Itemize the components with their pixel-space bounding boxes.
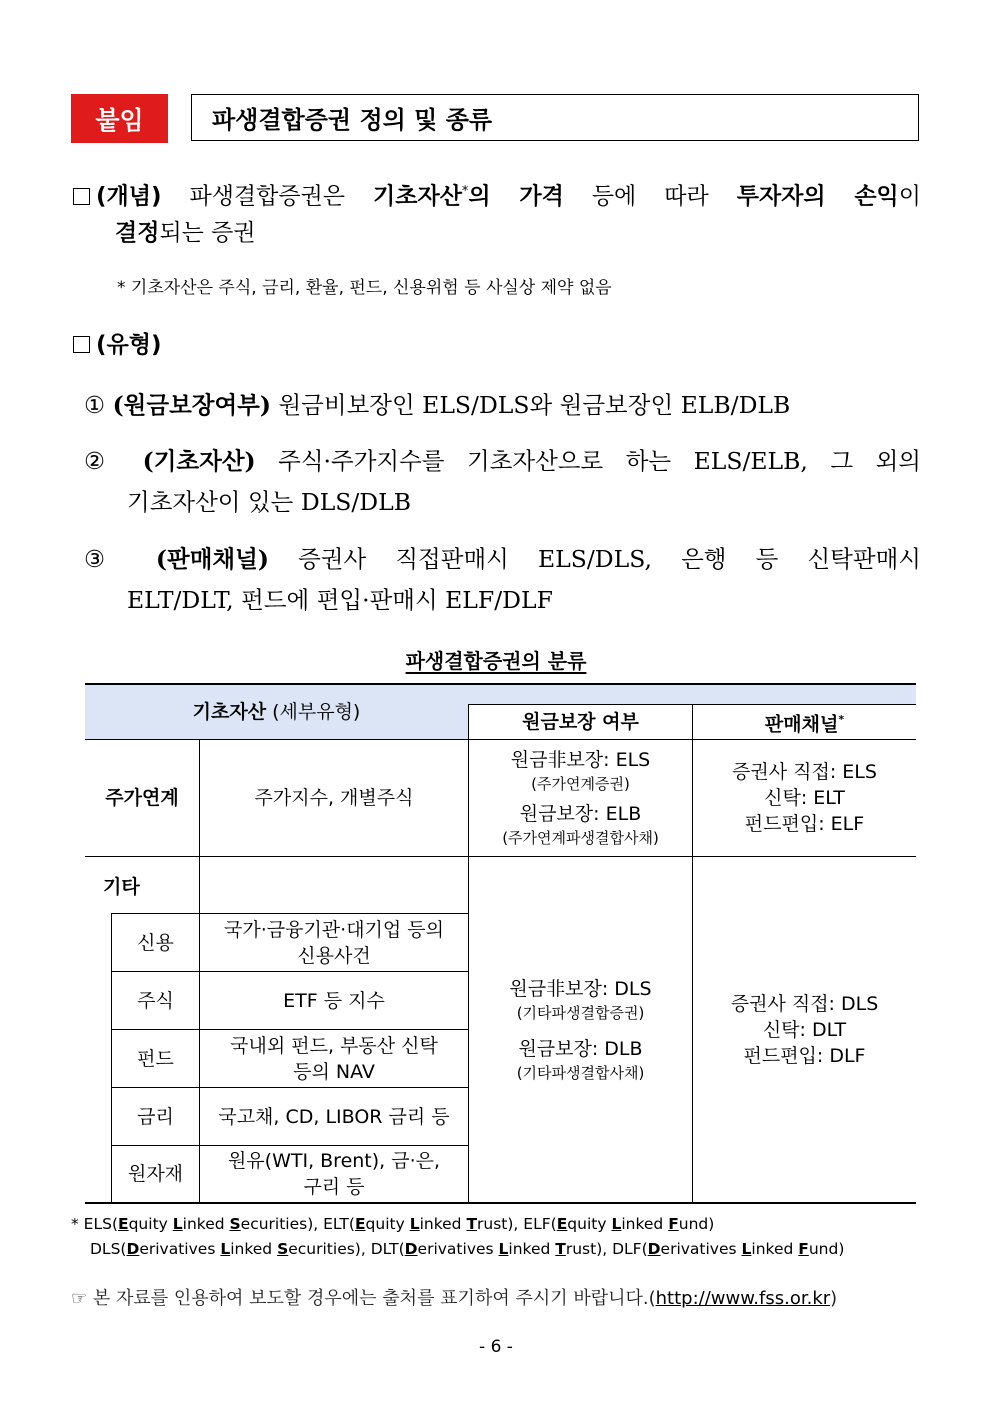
other-detail-row	[200, 1146, 468, 1202]
footnote-initial: T	[466, 1215, 478, 1233]
other-channel	[693, 857, 916, 1202]
footnote-initial: D	[404, 1240, 418, 1258]
stock-principal	[469, 740, 692, 856]
other-detail-row	[200, 972, 468, 1029]
other-detail-line: 국가·금융기관·대기업 등의	[223, 918, 444, 941]
stock-p2-sub: (주가연계파생결합사채)	[502, 829, 659, 847]
type-item-head: (판매채널)	[155, 545, 269, 573]
footnote-star: *	[71, 1215, 79, 1233]
footnote-line-2	[90, 1237, 844, 1261]
footnote-segment: inked	[751, 1240, 799, 1258]
concept-bold-1: 기초자산	[373, 183, 462, 210]
footnote-segment: erivatives	[417, 1240, 499, 1258]
header-asset-label: 기초자산	[192, 701, 267, 723]
concept-bold-2: 투자자의 손익	[736, 183, 899, 210]
footnote-segment: DLS(	[90, 1240, 127, 1258]
other-sub-row: 신용	[137, 931, 174, 954]
footnote-initial: D	[126, 1240, 140, 1258]
stock-c3: 펀드편입: ELF	[744, 813, 865, 835]
stock-detail: 주가지수, 개별주식	[254, 787, 414, 809]
footnote-initial: E	[118, 1215, 129, 1233]
concept-text-1: 파생결합증권은	[161, 183, 374, 210]
other-detail-row	[200, 1088, 468, 1145]
footnote-segment: inked	[230, 1240, 278, 1258]
other-c3: 펀드편입: DLF	[743, 1044, 866, 1067]
footnote-initial: L	[172, 1215, 183, 1233]
other-sub-row: 금리	[137, 1105, 174, 1128]
page-number: - 6 -	[479, 1337, 513, 1357]
other-sub-row: 원자재	[127, 1163, 184, 1185]
footnote-segment: und)	[808, 1240, 845, 1258]
footnote-segment: inked	[182, 1215, 230, 1233]
other-detail-row	[200, 914, 468, 971]
other-detail-line: 구리 등	[303, 1176, 365, 1198]
header-channel-label: 판매채널	[764, 713, 839, 736]
stock-p1-sub: (주가연계증권)	[531, 775, 630, 793]
footnote-segment: erivatives	[660, 1240, 742, 1258]
footnote-segment: rust), ELF(	[477, 1215, 557, 1233]
type-item-number: ③	[84, 545, 127, 573]
footnote-initial: L	[741, 1240, 752, 1258]
other-detail-line: 국고채, CD, LIBOR 금리 등	[218, 1105, 450, 1128]
footnote-initial: E	[354, 1215, 366, 1233]
footnote-initial: L	[611, 1215, 622, 1233]
concept-text-2: 등에 따라	[563, 183, 737, 210]
other-sub-row: 펀드	[137, 1047, 174, 1070]
table-caption-text: 파생결합증권의 분류	[405, 649, 587, 673]
footnote-segment: quity	[128, 1215, 173, 1233]
other-detail-line: 신용사건	[297, 944, 371, 967]
other-sub-row: 주식	[137, 989, 174, 1012]
type-item-text: 원금비보장인 ELS/DLS와 원금보장인 ELB/DLB	[271, 391, 791, 419]
fss-link[interactable]: http://www.fss.or.kr	[655, 1288, 831, 1309]
notice-text: 본 자료를 인용하여 보도할 경우에는 출처를 표기하여 주시기 바랍니다.(	[87, 1288, 656, 1309]
type-item-number: ②	[84, 447, 121, 475]
stock-p1: 원금非보장: ELS	[510, 749, 651, 771]
footnote-initial: F	[668, 1215, 679, 1233]
type-item-text: 주식·주가지수를 기초자산으로 하는 ELS/ELB, 그 외의	[255, 447, 921, 475]
other-detail-line: 등의 NAV	[293, 1060, 375, 1083]
footnote-text-1	[79, 1215, 715, 1233]
footnote-initial: S	[277, 1240, 289, 1258]
attachment-tag: 붙임	[71, 94, 168, 143]
other-p2-sub: (기타파생결합사채)	[516, 1063, 645, 1082]
footnote-segment: quity	[365, 1215, 410, 1233]
footnote-segment: inked	[621, 1215, 669, 1233]
header-channel	[693, 705, 916, 739]
footnote-segment: quity	[567, 1215, 612, 1233]
footnote-initial: L	[409, 1215, 420, 1233]
footnote-text-2	[90, 1240, 844, 1258]
stock-channel	[693, 740, 916, 856]
other-principal	[469, 857, 692, 1202]
concept-note: * 기초자산은 주식, 금리, 환율, 펀드, 신용위험 등 사실상 제약 없음	[117, 278, 612, 298]
footnote-initial: T	[555, 1240, 566, 1258]
stock-c1: 증권사 직접: ELS	[732, 761, 877, 783]
footnote-segment: ecurities), ELT(	[240, 1215, 355, 1233]
other-p1: 원금非보장: DLS	[509, 977, 652, 1000]
stock-p2: 원금보장: ELB	[519, 803, 642, 825]
concept-text-3: 이	[898, 183, 921, 210]
footnote-initial: S	[229, 1215, 241, 1233]
concept-text-4: 되는 증권	[159, 220, 256, 246]
footnote-initial: L	[498, 1240, 509, 1258]
type-item-3-cont: ELT/DLT, 펀드에 편입·판매시 ELF/DLF	[127, 586, 553, 614]
header-principal: 원금보장 여부	[522, 711, 639, 733]
footnote-initial: F	[798, 1240, 809, 1258]
type-item-head: (원금보장여부)	[112, 391, 272, 419]
citation-notice	[71, 1284, 837, 1310]
footnote-initial: E	[556, 1215, 568, 1233]
other-c2: 신탁: DLT	[762, 1018, 847, 1041]
concept-bold-1b: 의 가격	[468, 183, 564, 210]
concept-star: *	[461, 184, 469, 199]
footnote-segment: ecurities), DLT(	[288, 1240, 405, 1258]
other-c1: 증권사 직접: DLS	[730, 992, 879, 1015]
type-item-text: 증권사 직접판매시 ELS/DLS, 은행 등 신탁판매시	[268, 545, 921, 573]
header-asset-sub: (세부유형)	[266, 701, 361, 723]
footnote-segment: erivatives	[139, 1240, 221, 1258]
other-detail-line: ETF 등 지수	[283, 989, 385, 1012]
other-p2: 원금보장: DLB	[518, 1037, 643, 1060]
footnote-segment: inked	[419, 1215, 467, 1233]
footnote-segment: rust), DLF(	[565, 1240, 648, 1258]
other-detail-line: 원유(WTI, Brent), 금·은,	[227, 1150, 441, 1172]
type-item-number: ①	[84, 391, 106, 419]
footnote-initial: L	[220, 1240, 231, 1258]
footnote-segment: und)	[678, 1215, 715, 1233]
pointing-hand-icon: ☞	[71, 1288, 88, 1309]
header-asset	[85, 686, 468, 738]
other-detail-row	[200, 1030, 468, 1087]
type-item-head: (기초자산)	[142, 447, 256, 475]
page-title-text: 파생결합증권 정의 및 종류	[212, 106, 493, 134]
other-detail-line: 국내외 펀드, 부동산 신탁	[230, 1034, 438, 1057]
notice-close: )	[830, 1288, 838, 1309]
stock-category: 주가연계	[105, 787, 179, 809]
types-label: (유형)	[96, 332, 162, 358]
stock-c2: 신탁: ELT	[764, 787, 845, 809]
footnote-line-1	[71, 1212, 714, 1236]
type-item-2-cont: 기초자산이 있는 DLS/DLB	[127, 488, 412, 516]
footnote-segment: ELS(	[78, 1215, 118, 1233]
other-p1-sub: (기타파생결합증권)	[516, 1003, 645, 1022]
footnote-initial: D	[647, 1240, 661, 1258]
header-channel-star: *	[838, 712, 845, 726]
concept-label: (개념)	[96, 183, 162, 210]
concept-bold-3: 결정	[115, 220, 160, 246]
other-category: 기타	[103, 876, 140, 898]
footnote-segment: inked	[508, 1240, 556, 1258]
